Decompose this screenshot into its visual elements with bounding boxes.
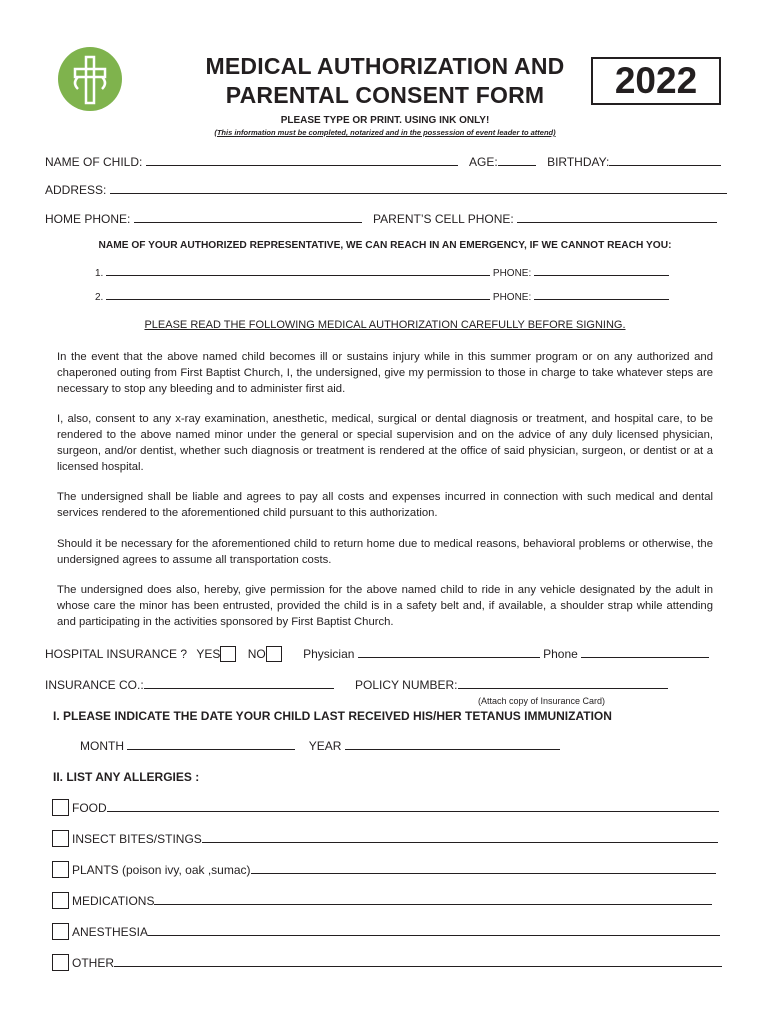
year-box: 2022 [591,57,721,105]
allergy-anesthesia-checkbox[interactable] [52,923,69,940]
tetanus-year-label: YEAR [308,739,342,753]
allergy-insect-checkbox[interactable] [52,830,69,847]
authorization-p3 [57,489,713,521]
rep-name-field-2[interactable] [106,289,490,300]
insurance-company-field[interactable] [144,678,334,689]
rep-phone-field-1[interactable] [534,265,669,276]
rep-num-2: 2. [95,292,104,303]
allergies-heading: II. LIST ANY ALLERGIES : [53,770,200,784]
authorization-text-5: The undersigned does also, hereby, give permission for the above named child to ride in any vehicle designated by the adult in whose care the minor has been entrusted, provided the child is in a safety belt and, if available, a shoulder strap while attending and participating in the activities sponsored by First Baptist Church. [57,584,713,628]
rep-name-field-1[interactable] [106,265,490,276]
physician-label: Physician [303,647,355,661]
cross-logo-icon [58,47,122,111]
authorization-text-2: I, also, consent to any x-ray examination, anesthetic, medical, surgical or dental diagnosis or treatment, and hospital care, to be rendered to the above named minor under the general or special supervision and on the advice of any duly licensed physician, surgeon, and/or dentist, whether such diagnosis or treatment is rendered at the office of said physician, surgeon, or dentist or at a licensed hospital. [57,413,713,473]
age-label: AGE: [469,155,498,169]
authorization-p1 [57,349,713,397]
age-field[interactable] [498,155,536,166]
hospital-insurance-row [45,646,709,662]
month-field[interactable] [127,739,295,750]
policy-number-label: POLICY NUMBER: [355,678,458,692]
birthday-field[interactable] [609,155,721,166]
child-name-label: NAME OF CHILD: [45,155,143,169]
representative-heading: NAME OF YOUR AUTHORIZED REPRESENTATIVE, WE CAN REACH IN AN EMERGENCY, IF WE CANNOT REACH YOU: [98,240,672,251]
tetanus-heading: I. PLEASE INDICATE THE DATE YOUR CHILD LAST RECEIVED HIS/HER TETANUS IMMUNIZATION [53,709,612,723]
allergy-medications-label: MEDICATIONS [72,894,155,908]
insurance-company-label: INSURANCE CO.: [45,678,144,692]
insurance-company-row [45,678,668,692]
yes-label: YES [196,647,221,661]
allergy-plants-label: PLANTS (poison ivy, oak ,sumac) [72,863,251,877]
allergy-anesthesia-field[interactable] [148,925,720,936]
authorization-p5 [57,582,713,630]
hospital-insurance-label: HOSPITAL INSURANCE ? [45,647,188,661]
title-line-1: MEDICAL AUTHORIZATION AND [205,53,565,79]
parent-cell-field[interactable] [517,212,717,223]
allergy-medications-field[interactable] [154,894,712,905]
authorization-p4 [57,536,713,568]
address-field[interactable] [110,183,727,194]
address-label: ADDRESS: [45,183,107,197]
physician-field[interactable] [358,647,540,658]
rep-row-2 [95,289,669,305]
allergy-food-label: FOOD [72,801,107,815]
allergy-other-label: OTHER [72,956,114,970]
rep-phone-label-1: PHONE: [492,268,532,279]
allergy-anesthesia-label: ANESTHESIA [72,925,149,939]
no-label: NO [247,647,266,661]
phone-row [45,212,717,226]
month-label: MONTH [80,739,124,753]
allergy-insect-label: INSECT BITES/STINGS [72,832,202,846]
child-name-field[interactable] [146,155,458,166]
notarize-note: (This information must be completed, notarized and in the possession of event leader to attend) [214,128,556,137]
authorization-p2 [57,411,713,475]
allergy-other-checkbox[interactable] [52,954,69,971]
rep-phone-field-2[interactable] [534,289,669,300]
allergy-other-field[interactable] [114,956,722,967]
rep-phone-label-2: PHONE: [492,292,532,303]
allergy-medications-checkbox[interactable] [52,892,69,909]
rep-row-1 [95,265,669,281]
physician-phone-label: Phone [543,647,578,661]
allergy-anesthesia-row [72,925,720,939]
ink-instruction: PLEASE TYPE OR PRINT. USING INK ONLY! [280,115,490,126]
authorization-text-1: In the event that the above named child becomes ill or sustains injury while in this summer program or on any authorized and chaperoned outing from First Baptist Church, I, the undersigned, give my permission to those in charge to take whatever steps are necessary to stop any bleeding and to administer first aid. [57,351,713,395]
rep-num-1: 1. [95,268,104,279]
policy-number-field[interactable] [458,678,668,689]
child-info-row [45,155,721,169]
authorization-heading: PLEASE READ THE FOLLOWING MEDICAL AUTHORIZATION CAREFULLY BEFORE SIGNING. [144,319,626,331]
home-phone-field[interactable] [134,212,362,223]
title-line-2: PARENTAL CONSENT FORM [225,82,545,108]
yes-checkbox[interactable] [220,646,236,662]
allergy-food-row [72,801,719,815]
attach-card-note: (Attach copy of Insurance Card) [478,696,606,706]
allergy-plants-checkbox[interactable] [52,861,69,878]
parent-cell-label: PARENT’S CELL PHONE: [373,212,514,226]
page-title [180,52,590,110]
church-logo [58,47,122,111]
allergy-plants-row [72,863,716,877]
allergy-insect-row [72,832,718,846]
allergy-other-row [72,956,722,970]
authorization-text-3: The undersigned shall be liable and agrees to pay all costs and expenses incurred in connection with such medical and dental services rendered to the aforementioned child pursuant to this authorization. [57,491,713,519]
physician-phone-field[interactable] [581,647,709,658]
allergy-food-field[interactable] [107,801,719,812]
birthday-label: BIRTHDAY: [547,155,610,169]
tetanus-year-field[interactable] [345,739,560,750]
home-phone-label: HOME PHONE: [45,212,131,226]
allergy-food-checkbox[interactable] [52,799,69,816]
tetanus-date-row [80,739,560,753]
no-checkbox[interactable] [266,646,282,662]
allergy-plants-field[interactable] [251,863,716,874]
authorization-text-4: Should it be necessary for the aforementioned child to return home due to medical reasons, behavioral problems or otherwise, the undersigned agrees to assume all transportation costs. [57,538,713,566]
address-row [45,183,727,197]
allergy-medications-row [72,894,712,908]
allergy-insect-field[interactable] [202,832,718,843]
